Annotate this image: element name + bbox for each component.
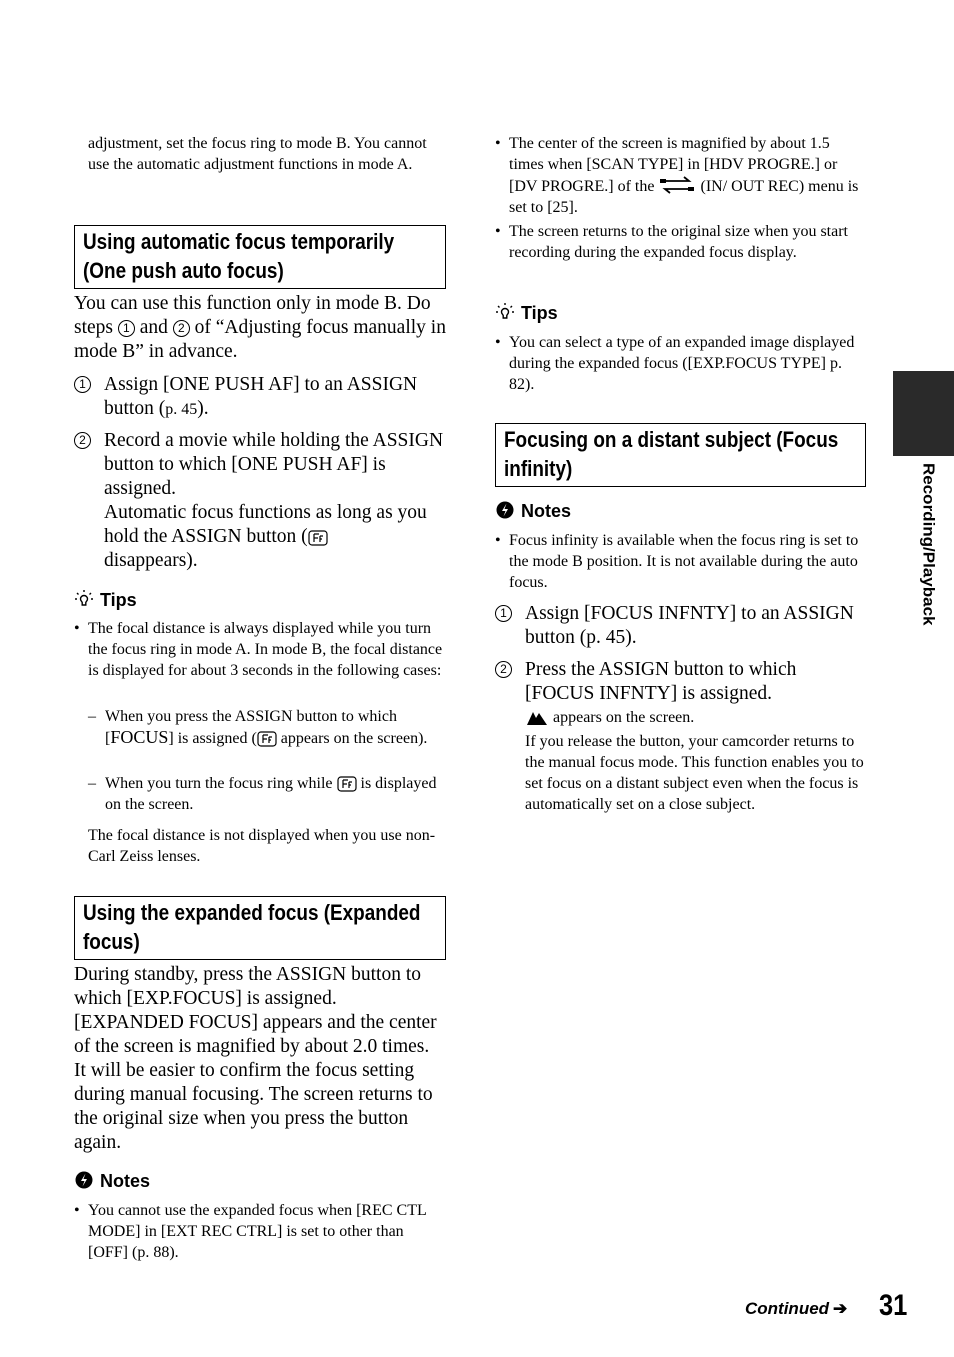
chapter-tab-label: Recording/Playback — [919, 463, 937, 626]
in-out-rec-menu-icon — [658, 175, 696, 195]
notes-label: Notes — [495, 500, 571, 522]
step-number: 1 — [495, 605, 512, 622]
section-heading-focus-infinity — [495, 423, 866, 487]
tips-icon — [495, 302, 515, 322]
heading-line: focus) — [83, 928, 140, 954]
tip-sub-item: – When you press the ASSIGN button to which [FOCUS] is assigned ( appears on the screen). — [88, 708, 428, 747]
heading-line: Focusing on a distant subject (Focus — [504, 427, 839, 452]
notes-icon — [74, 1170, 94, 1190]
heading-line: (One push auto focus) — [83, 257, 284, 283]
step-2-one-push: 2 Record a movie while holding the ASSIGN button to which [ONE PUSH AF] is assigned. Automatic focus functions as long as you hold the ASSIGN button ( disappears). — [74, 429, 446, 573]
step-number: 2 — [74, 432, 91, 449]
expanded-note-item: • The center of the screen is magnified by about 1.5 times when [SCAN TYPE] in [HDV PROGRE.] or [DV PROGRE.] of the (IN/ OUT REC) menu is set to [25]. — [495, 135, 859, 216]
continued-indicator: Continued ➔ — [745, 1299, 848, 1318]
tip-item: • The focal distance is always displayed while you turn the focus ring in mode A. In mode B, the focal distance is displayed for about 3 seconds in the following cases: — [74, 620, 443, 679]
notes-label: Notes — [74, 1170, 150, 1192]
tips-label: Tips — [495, 302, 558, 324]
section-heading-expanded-focus — [74, 896, 446, 960]
circled-2-icon: 2 — [173, 320, 190, 337]
chapter-tab-marker — [893, 371, 954, 456]
step-number: 2 — [495, 661, 512, 678]
page-number: 31 — [879, 1289, 908, 1322]
focus-infinity-description: If you release the button, your camcorder returns to the manual focus mode. This function enables you to set focus on a distant subject even when the focus is automatically set on a close subject. — [525, 733, 864, 813]
mountain-infinity-icon — [525, 706, 549, 726]
note-item: • Focus infinity is available when the focus ring is set to the mode B position. It is not available during the auto focus. — [495, 532, 859, 591]
circled-1-icon: 1 — [118, 320, 135, 337]
tips-label: Tips — [74, 589, 137, 611]
manual-focus-icon — [308, 530, 328, 546]
tip-sub-item: – When you turn the focus ring while is displayed on the screen. — [88, 775, 437, 813]
manual-focus-icon — [257, 731, 277, 747]
notes-icon — [495, 500, 515, 520]
step-1-one-push: 1 Assign [ONE PUSH AF] to an ASSIGN button (p. 45). — [74, 373, 446, 422]
one-push-intro: You can use this function only in mode B. Do steps 1 and 2 of “Adjusting focus manually in mode B” in advance. — [74, 293, 446, 362]
note-item: • You cannot use the expanded focus when [REC CTL MODE] in [EXT REC CTRL] is set to other than [OFF] (p. 88). — [74, 1202, 427, 1261]
step-number: 1 — [74, 376, 91, 393]
section-heading-one-push-af — [74, 225, 446, 289]
arrow-right-icon: ➔ — [833, 1299, 848, 1318]
tip-item: • You can select a type of an expanded image displayed during the expanded focus ([EXP.FOCUS TYPE] p. 82). — [495, 334, 855, 393]
intro-paragraph: adjustment, set the focus ring to mode B. You cannot use the automatic adjustment functions in mode A. — [88, 135, 427, 173]
heading-line: Using the expanded focus (Expanded — [83, 900, 421, 925]
manual-focus-icon — [337, 776, 357, 792]
expanded-focus-paragraph: During standby, press the ASSIGN button to which [EXP.FOCUS] is assigned. [EXPANDED FOCUS] appears and the center of the screen is magnified by about 2.0 times. It will be easier to confirm the focus setting during manual focusing. The screen returns to the original size when you press the button again. — [74, 964, 437, 1153]
step-2-focus-infinity: 2 Press the ASSIGN button to which [FOCUS INFNTY] is assigned. — [495, 658, 866, 706]
tips-icon — [74, 589, 94, 609]
heading-line: Using automatic focus temporarily — [83, 229, 395, 254]
expanded-note-item: • The screen returns to the original size when you start recording during the expanded focus display. — [495, 223, 848, 261]
tip-tail: The focal distance is not displayed when you use non-Carl Zeiss lenses. — [88, 827, 436, 865]
heading-line: infinity) — [504, 455, 573, 481]
step-1-focus-infinity: 1 Assign [FOCUS INFNTY] to an ASSIGN button (p. 45). — [495, 602, 866, 650]
focus-infinity-indicator-line: appears on the screen. — [525, 706, 866, 728]
